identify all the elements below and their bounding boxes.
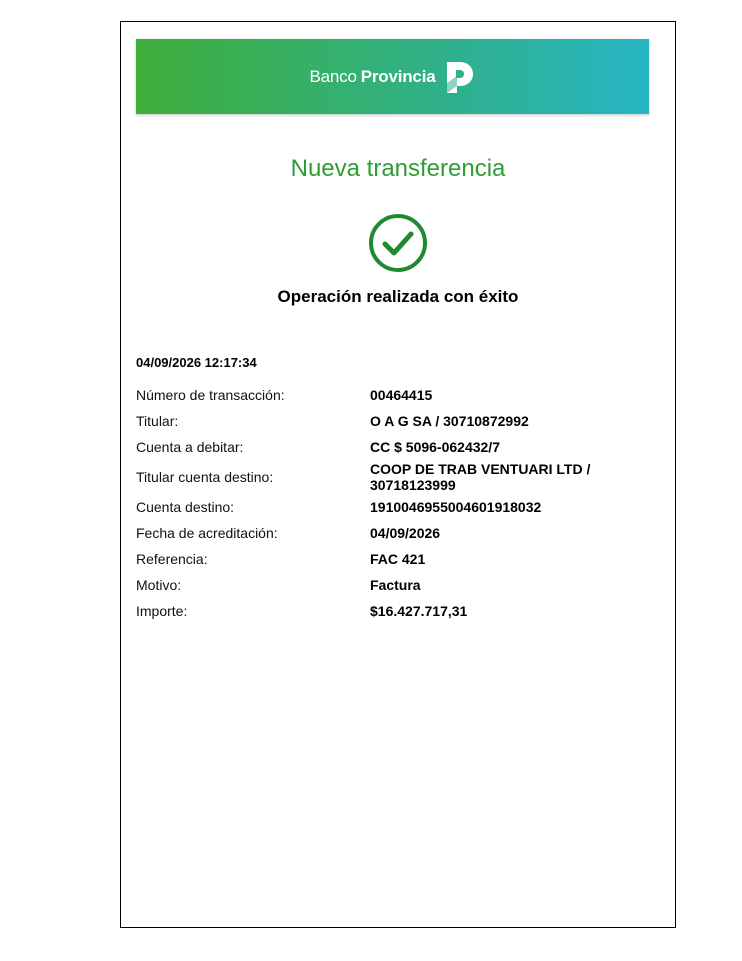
detail-value: Factura bbox=[370, 577, 421, 593]
detail-label: Cuenta destino: bbox=[136, 499, 235, 515]
detail-label: Número de transacción: bbox=[136, 387, 285, 403]
detail-row-credit-date bbox=[136, 520, 646, 546]
detail-value: COOP DE TRAB VENTUARI LTD / 30718123999 bbox=[370, 461, 591, 493]
detail-row-reason bbox=[136, 572, 646, 598]
brand-name-regular: Banco bbox=[309, 66, 357, 86]
receipt-document bbox=[120, 21, 676, 928]
detail-label: Titular: bbox=[136, 413, 179, 429]
banco-provincia-logo-icon bbox=[443, 59, 475, 95]
detail-value: CC $ 5096-062432/7 bbox=[370, 439, 500, 455]
bank-brand bbox=[310, 59, 476, 95]
detail-label: Fecha de acreditación: bbox=[136, 525, 278, 541]
detail-label: Referencia: bbox=[136, 551, 208, 567]
detail-row-amount bbox=[136, 598, 646, 624]
detail-row-transaction-number bbox=[136, 382, 646, 408]
detail-value: 00464415 bbox=[370, 387, 433, 403]
detail-value: 04/09/2026 bbox=[370, 525, 441, 541]
detail-label: Cuenta a debitar: bbox=[136, 439, 244, 455]
success-message: Operación realizada con éxito bbox=[277, 287, 519, 306]
check-circle-icon bbox=[368, 213, 428, 273]
detail-label: Motivo: bbox=[136, 577, 182, 593]
transaction-details bbox=[136, 382, 646, 624]
detail-value: FAC 421 bbox=[370, 551, 426, 567]
detail-label: Importe: bbox=[136, 603, 188, 619]
detail-value: $16.427.717,31 bbox=[370, 603, 468, 619]
transaction-datetime: 04/09/2026 12:17:34 bbox=[136, 355, 257, 370]
page-title: Nueva transferencia bbox=[290, 155, 506, 182]
detail-row-destination-holder bbox=[136, 460, 646, 494]
detail-value: 1910046955004601918032 bbox=[370, 499, 542, 515]
detail-row-holder bbox=[136, 408, 646, 434]
detail-row-debit-account bbox=[136, 434, 646, 460]
detail-row-reference bbox=[136, 546, 646, 572]
bank-header-banner bbox=[136, 39, 649, 114]
detail-value: O A G SA / 30710872992 bbox=[370, 413, 529, 429]
detail-row-destination-account bbox=[136, 494, 646, 520]
brand-name-bold: Provincia bbox=[360, 66, 436, 86]
detail-label: Titular cuenta destino: bbox=[136, 469, 274, 485]
